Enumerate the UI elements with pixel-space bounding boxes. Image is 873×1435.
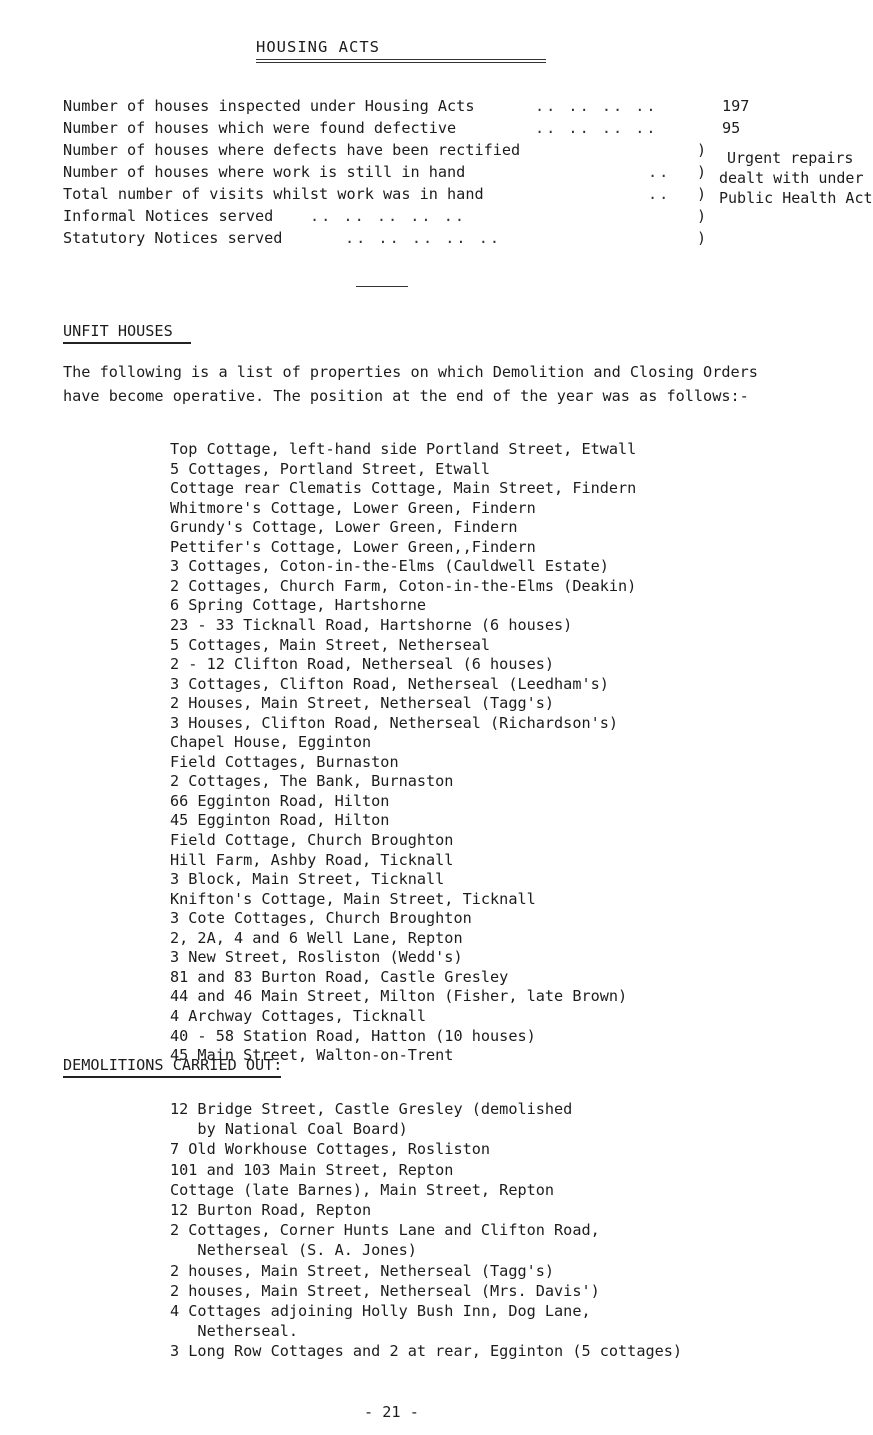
unfit-list-item: 6 Spring Cottage, Hartshorne <box>170 596 427 615</box>
unfit-list-item: 81 and 83 Burton Road, Castle Gresley <box>170 967 509 986</box>
brace-mark: ) <box>697 229 707 247</box>
stat-dots: .. .. .. .. .. <box>310 207 467 225</box>
stat-label-statutory: Statutory Notices served <box>63 229 283 247</box>
urgent-note-line: Urgent repairs <box>727 149 854 167</box>
unfit-list-item: Chapel House, Egginton <box>170 733 372 752</box>
demolition-list-item: 12 Burton Road, Repton <box>170 1201 372 1219</box>
unfit-list-item: 5 Cottages, Portland Street, Etwall <box>170 459 491 478</box>
stat-dots: .. .. .. .. .. <box>345 229 502 247</box>
unfit-list-item: 2 Houses, Main Street, Netherseal (Tagg's) <box>170 694 555 713</box>
unfit-list-item: Field Cottages, Burnaston <box>170 752 399 771</box>
unfit-list-item: 3 Cottages, Clifton Road, Netherseal (Leedham's) <box>170 674 609 693</box>
urgent-note-line: Public Health Act <box>719 189 873 207</box>
stat-label-in-hand: Number of houses where work is still in hand <box>63 163 466 181</box>
demolition-list-item: 101 and 103 Main Street, Repton <box>170 1160 454 1179</box>
unfit-list-item: Grundy's Cottage, Lower Green, Findern <box>170 518 518 537</box>
heading-underline <box>63 1076 281 1078</box>
heading-underline <box>63 342 191 344</box>
stat-label-visits: Total number of visits whilst work was in hand <box>63 185 484 203</box>
demolition-list-item: 3 Long Row Cottages and 2 at rear, Egginton (5 cottages) <box>170 1342 683 1361</box>
unfit-list-item: 44 and 46 Main Street, Milton (Fisher, late Brown) <box>170 987 628 1006</box>
brace-mark: ) <box>697 141 707 159</box>
stat-value-inspected: 197 <box>722 97 750 115</box>
unfit-list-item: Field Cottage, Church Broughton <box>170 831 454 849</box>
unfit-list-item: Top Cottage, left-hand side Portland Street, Etwall <box>170 440 637 458</box>
demolition-list-item: 4 Cottages adjoining Holly Bush Inn, Dog Lane, <box>170 1302 591 1320</box>
stat-label-rectified: Number of houses where defects have been rectified <box>63 141 521 159</box>
section-divider <box>356 286 408 287</box>
unfit-list-item: Cottage rear Clematis Cottage, Main Street, Findern <box>170 479 637 498</box>
unfit-list-item: 5 Cottages, Main Street, Netherseal <box>170 635 491 654</box>
unfit-list-item: 4 Archway Cottages, Ticknall <box>170 1006 427 1025</box>
urgent-note-line: dealt with under <box>719 169 864 187</box>
unfit-list-item: 40 - 58 Station Road, Hatton (10 houses) <box>170 1026 536 1045</box>
unfit-list-item: Knifton's Cottage, Main Street, Ticknall <box>170 889 536 908</box>
unfit-list-item: 3 Houses, Clifton Road, Netherseal (Richardson's) <box>170 713 619 732</box>
page-title: HOUSING ACTS <box>256 38 380 56</box>
demolition-list-item: 12 Bridge Street, Castle Gresley (demolished <box>170 1100 573 1118</box>
unfit-houses-heading: UNFIT HOUSES <box>63 322 173 340</box>
unfit-list-item: 66 Egginton Road, Hilton <box>170 791 390 810</box>
demolition-list-item: Netherseal. <box>170 1322 299 1341</box>
unfit-list-item: 45 Main Street, Walton-on-Trent <box>170 1046 454 1065</box>
page-number: - 21 - <box>364 1403 419 1421</box>
unfit-list-item: 23 - 33 Ticknall Road, Hartshorne (6 houses) <box>170 615 573 634</box>
stat-label-defective: Number of houses which were found defective <box>63 119 457 137</box>
demolition-list-item: Netherseal (S. A. Jones) <box>170 1241 417 1260</box>
title-underline-1 <box>256 59 546 60</box>
unfit-list-item: 3 Cottages, Coton-in-the-Elms (Cauldwell Estate) <box>170 557 609 576</box>
unfit-list-item: Hill Farm, Ashby Road, Ticknall <box>170 850 454 869</box>
unfit-list-item: 45 Egginton Road, Hilton <box>170 811 390 830</box>
demolition-list-item: 7 Old Workhouse Cottages, Rosliston <box>170 1140 491 1159</box>
demolitions-heading: DEMOLITIONS CARRIED OUT: <box>63 1056 283 1074</box>
stat-dots: .. .. .. .. <box>535 97 658 115</box>
brace-mark: ) <box>697 185 707 203</box>
unfit-list-item: 2 - 12 Clifton Road, Netherseal (6 houses) <box>170 655 555 674</box>
unfit-list-item: 3 Block, Main Street, Ticknall <box>170 870 445 889</box>
unfit-list-item: 2 Cottages, Church Farm, Coton-in-the-Elms (Deakin) <box>170 576 637 595</box>
stat-label-informal: Informal Notices served <box>63 207 274 225</box>
brace-mark: ) <box>697 163 707 181</box>
unfit-list-item: 2 Cottages, The Bank, Burnaston <box>170 772 454 791</box>
brace-mark: ) <box>697 207 707 225</box>
stat-value-defective: 95 <box>722 119 741 137</box>
demolition-list-item: by National Coal Board) <box>170 1120 408 1139</box>
demolition-list-item: 2 houses, Main Street, Netherseal (Mrs. Davis') <box>170 1281 600 1300</box>
stat-dots: .. <box>648 185 671 203</box>
stat-dots: .. .. .. .. <box>535 119 658 137</box>
unfit-list-item: Pettifer's Cottage, Lower Green,,Findern <box>170 537 536 556</box>
unfit-intro: The following is a list of properties on which Demolition and Closing Orders have become operative. The position at the end of the year was as follows:- <box>63 363 758 405</box>
stat-label-inspected: Number of houses inspected under Housing Acts <box>63 97 475 115</box>
demolition-list-item: 2 houses, Main Street, Netherseal (Tagg's) <box>170 1261 555 1280</box>
unfit-list-item: 3 New Street, Rosliston (Wedd's) <box>170 948 463 967</box>
title-underline-2 <box>256 62 546 63</box>
unfit-list-item: Whitmore's Cottage, Lower Green, Findern <box>170 498 536 517</box>
demolition-list-item: Cottage (late Barnes), Main Street, Repton <box>170 1180 555 1199</box>
unfit-list-item: 3 Cote Cottages, Church Broughton <box>170 909 472 928</box>
stat-dots: .. <box>648 163 671 181</box>
demolition-list-item: 2 Cottages, Corner Hunts Lane and Clifton Road, <box>170 1221 600 1240</box>
unfit-list-item: 2, 2A, 4 and 6 Well Lane, Repton <box>170 928 463 947</box>
